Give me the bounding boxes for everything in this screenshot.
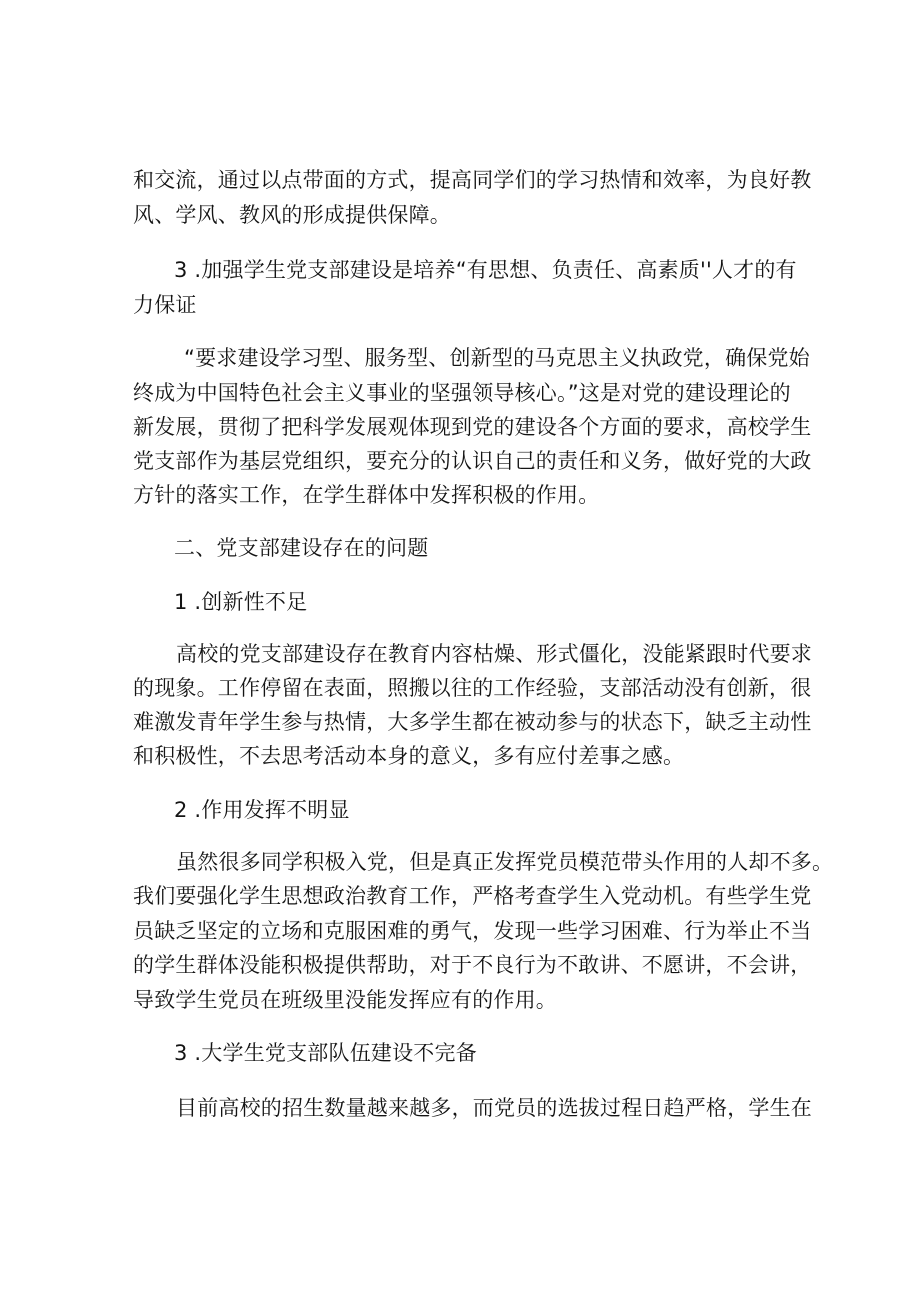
paragraph-line: 目前高校的招生数量越来越多，而党员的选拔过程日趋严格，学生在: [176, 1096, 812, 1120]
paragraph-line: 难激发青年学生参与热情，大多学生都在被动参与的状态下，缺乏主动性: [133, 710, 812, 734]
paragraph-line: 风、学风、教风的形成提供保障。: [133, 203, 451, 227]
paragraph-line: 方针的落实工作，在学生群体中发挥积极的作用。: [133, 483, 600, 507]
subheading-line: 3 .加强学生党支部建设是培养“有思想、负责任、高素质''人才的有: [174, 258, 797, 282]
paragraph-line: 党支部作为基层党组织，要充分的认识自己的责任和义务，做好党的大政: [133, 449, 812, 473]
paragraph-line: 高校的党支部建设存在教育内容枯燥、形式僵化，没能紧跟时代要求: [176, 642, 812, 666]
paragraph-line: 虽然很多同学积极入党，但是真正发挥党员模范带头作用的人却不多。: [176, 850, 834, 874]
subheading-line: 3 .大学生党支部队伍建设不完备: [174, 1041, 477, 1065]
paragraph-line: “要求建设学习型、服务型、创新型的马克思主义执政党，确保党始: [184, 346, 810, 370]
paragraph-line: 我们要强化学生思想政治教育工作，严格考查学生入党动机。有些学生党: [133, 884, 812, 908]
paragraph-line: 的学生群体没能积极提供帮助，对于不良行为不敢讲、不愿讲，不会讲，: [133, 953, 812, 977]
subheading-line: 2 .作用发挥不明显: [174, 798, 350, 822]
subheading-line: 力保证: [133, 293, 197, 317]
section-heading: 二、党支部建设存在的问题: [174, 536, 429, 560]
paragraph-line: 员缺乏坚定的立场和克服困难的勇气，发现一些学习困难、行为举止不当: [133, 919, 812, 943]
paragraph-line: 和积极性，不去思考活动本身的意义，多有应付差事之感。: [133, 744, 685, 768]
subheading-line: 1 .创新性不足: [174, 590, 308, 614]
paragraph-line: 的现象。工作停留在表面，照搬以往的工作经验，支部活动没有创新，很: [133, 676, 812, 700]
paragraph-line: 新发展，贯彻了把科学发展观体现到党的建设各个方面的要求，高校学生: [133, 415, 812, 439]
paragraph-line: 终成为中国特色社会主义事业的坚强领导核心。”这是对党的建设理论的: [133, 381, 791, 405]
paragraph-line: 导致学生党员在班级里没能发挥应有的作用。: [133, 988, 557, 1012]
paragraph-line: 和交流，通过以点带面的方式，提高同学们的学习热情和效率，为良好教: [133, 168, 812, 192]
